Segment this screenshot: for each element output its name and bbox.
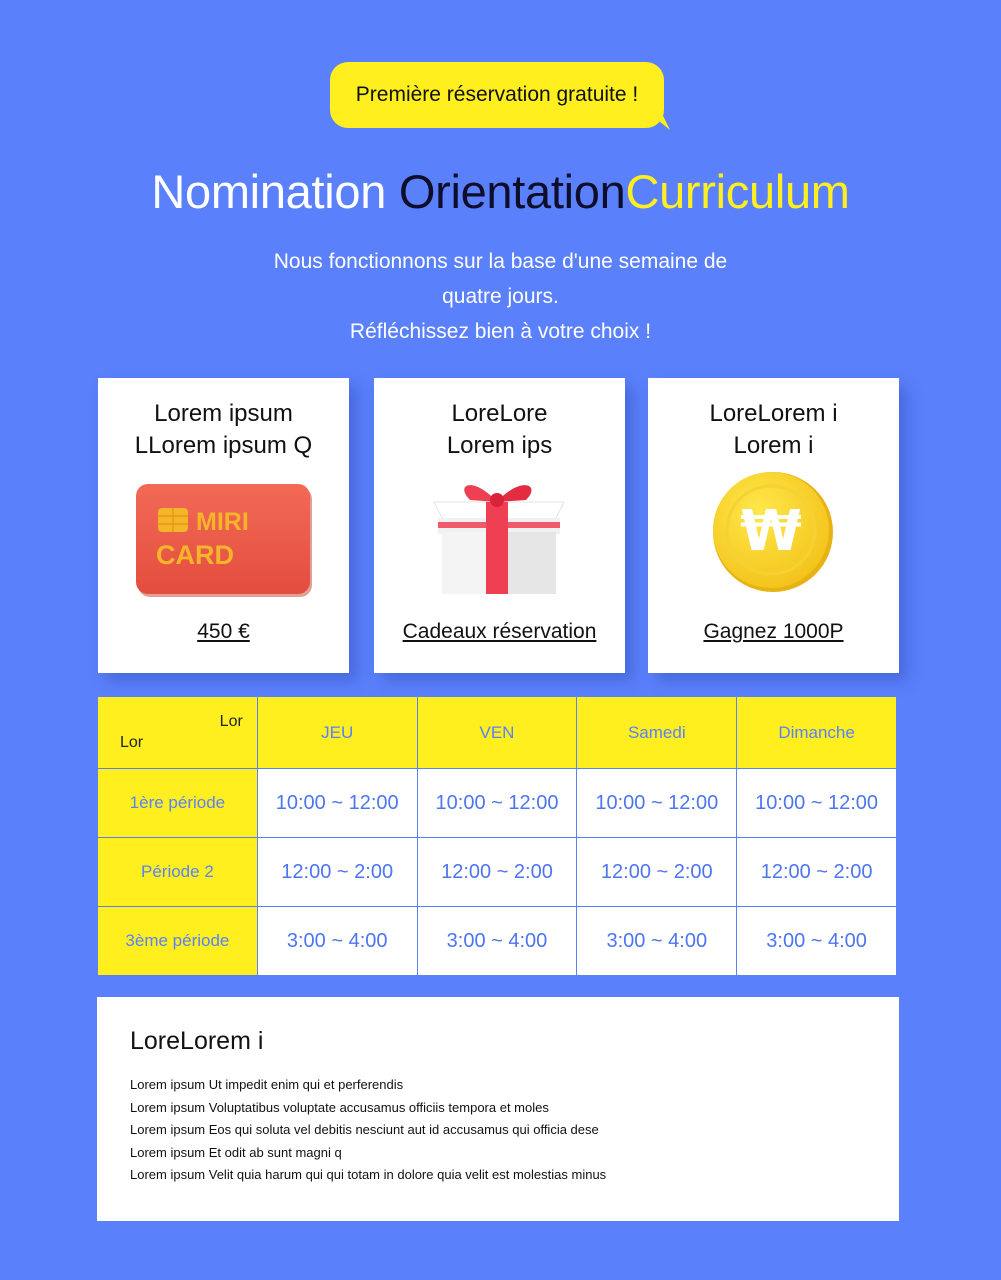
card-title-line: Lorem ipsum [154, 400, 293, 427]
card-title-line: Lorem i [733, 432, 814, 459]
notes-list [130, 1074, 866, 1187]
time-slot[interactable]: 10:00 ~ 12:00 [417, 769, 577, 838]
time-slot[interactable]: 3:00 ~ 4:00 [257, 907, 417, 976]
schedule-row [98, 838, 897, 907]
list-item: Lorem ipsum Et odit ab sunt magni q [130, 1144, 342, 1160]
page-title-part3: Curriculum [625, 165, 850, 218]
time-slot[interactable]: 3:00 ~ 4:00 [577, 907, 737, 976]
list-item: Lorem ipsum Voluptatibus voluptate accusamus officiis tempora et moles [130, 1099, 549, 1115]
page-title-part1: Nomination [151, 165, 399, 218]
card-title-line: LLorem ipsum Q [134, 432, 313, 459]
card-illustration [98, 470, 349, 600]
day-header: VEN [417, 697, 577, 769]
list-item: Lorem ipsum Eos qui soluta vel debitis nesciunt aut id accusamus qui officia dese [130, 1122, 599, 1137]
subtitle-line: Réfléchissez bien à votre choix ! [349, 320, 652, 343]
period-label: 3ème période [98, 907, 258, 976]
card-title-line: LoreLorem i [709, 400, 838, 427]
page-title-part2: Orientation [398, 165, 626, 218]
time-slot[interactable]: 3:00 ~ 4:00 [417, 907, 577, 976]
day-header: Samedi [577, 697, 737, 769]
promo-banner-text: Première réservation gratuite ! [355, 83, 639, 106]
promo-banner [330, 62, 664, 128]
schedule-table [97, 696, 897, 976]
subtitle-line: Nous fonctionnons sur la base d'une semaine de [273, 250, 728, 273]
schedule-corner-cell [98, 697, 258, 769]
time-slot[interactable]: 12:00 ~ 2:00 [737, 838, 897, 907]
time-slot[interactable]: 3:00 ~ 4:00 [737, 907, 897, 976]
day-header: JEU [257, 697, 417, 769]
schedule-row [98, 907, 897, 976]
time-slot[interactable]: 12:00 ~ 2:00 [257, 838, 417, 907]
card-text-miri: MIRI [196, 508, 249, 536]
page-title [0, 164, 1001, 219]
time-slot[interactable]: 10:00 ~ 12:00 [577, 769, 737, 838]
card-title [374, 398, 625, 462]
corner-label-top: Lor [219, 713, 243, 730]
notes-panel [97, 997, 899, 1221]
card-title [98, 398, 349, 462]
card-price-link[interactable]: 450 € [197, 620, 250, 643]
won-coin-illustration [648, 470, 899, 600]
time-slot[interactable]: 12:00 ~ 2:00 [417, 838, 577, 907]
time-slot[interactable]: 12:00 ~ 2:00 [577, 838, 737, 907]
period-label: 1ère période [98, 769, 258, 838]
list-item: Lorem ipsum Ut impedit enim qui et perferendis [130, 1077, 404, 1092]
schedule-row [98, 769, 897, 838]
card-title [648, 398, 899, 462]
card-points-link[interactable]: Gagnez 1000P [703, 620, 844, 643]
list-item: Lorem ipsum Velit quia harum qui qui totam in dolore quia velit est molestias minus [130, 1167, 607, 1182]
card-text-card: CARD [156, 540, 234, 570]
offer-card-gift [374, 378, 625, 673]
period-label: Période 2 [98, 838, 258, 907]
subtitle-line: quatre jours. [442, 285, 559, 308]
time-slot[interactable]: 10:00 ~ 12:00 [737, 769, 897, 838]
offer-card-points [648, 378, 899, 673]
gift-box-illustration [374, 470, 625, 600]
coin-symbol: ₩ [740, 499, 802, 564]
notes-title: LoreLorem i [130, 1027, 264, 1055]
card-gift-link[interactable]: Cadeaux réservation [402, 620, 597, 643]
card-title-line: Lorem ips [446, 432, 553, 459]
card-title-line: LoreLore [451, 400, 548, 427]
corner-label-bottom: Lor [120, 734, 144, 751]
time-slot[interactable]: 10:00 ~ 12:00 [257, 769, 417, 838]
day-header: Dimanche [737, 697, 897, 769]
page-subtitle [0, 244, 1001, 349]
offer-card-membership [98, 378, 349, 673]
schedule-header-row [98, 697, 897, 769]
